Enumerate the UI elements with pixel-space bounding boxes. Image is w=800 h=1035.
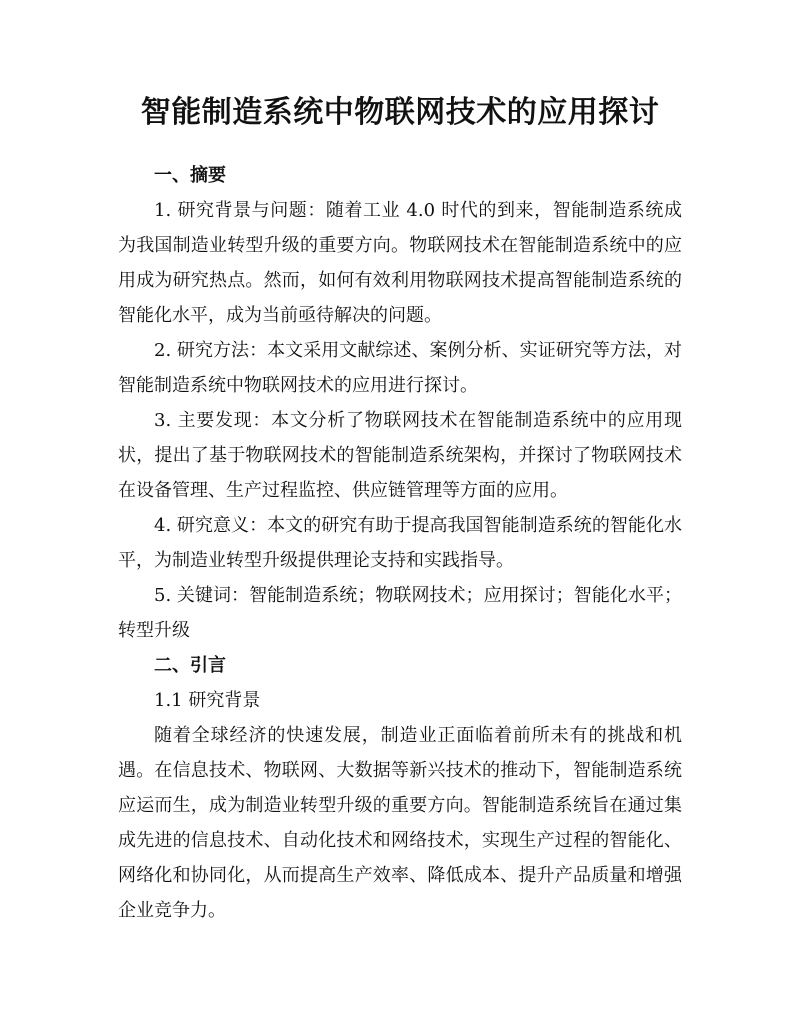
section-heading-introduction: 二、引言 (154, 655, 226, 676)
abstract-paragraph-significance: 4. 研究意义：本文的研究有助于提高我国智能制造系统的智能化水平，为制造业转型升级提供理论支持和实践指导。 (118, 515, 682, 571)
section-heading-abstract: 一、摘要 (154, 165, 226, 186)
abstract-paragraph-findings: 3. 主要发现：本文分析了物联网技术在智能制造系统中的应用现状，提出了基于物联网技术的智能制造系统架构，并探讨了物联网技术在设备管理、生产过程监控、供应链管理等方面的应用。 (118, 410, 682, 501)
abstract-paragraph-background: 1. 研究背景与问题：随着工业 4.0 时代的到来，智能制造系统成为我国制造业转型升级的重要方向。物联网技术在智能制造系统中的应用成为研究热点。然而，如何有效利用物联网技术提高智能制造系统的智能化水平，成为当前亟待解决的问题。 (118, 200, 682, 326)
introduction-paragraph: 随着全球经济的快速发展，制造业正面临着前所未有的挑战和机遇。在信息技术、物联网、大数据等新兴技术的推动下，智能制造系统应运而生，成为制造业转型升级的重要方向。智能制造系统旨在通过集成先进的信息技术、自动化技术和网络技术，实现生产过程的智能化、网络化和协同化，从而提高生产效率、降低成本、提升产品质量和增强企业竞争力。 (118, 725, 682, 921)
introduction-section (118, 648, 682, 928)
subsection-heading-background: 1.1 研究背景 (154, 690, 261, 711)
document-title: 智能制造系统中物联网技术的应用探讨 (140, 95, 660, 130)
abstract-paragraph-keywords: 5. 关键词：智能制造系统；物联网技术；应用探讨；智能化水平；转型升级 (118, 585, 682, 641)
abstract-section (118, 158, 682, 648)
abstract-paragraph-method: 2. 研究方法：本文采用文献综述、案例分析、实证研究等方法，对智能制造系统中物联网技术的应用进行探讨。 (118, 340, 682, 396)
